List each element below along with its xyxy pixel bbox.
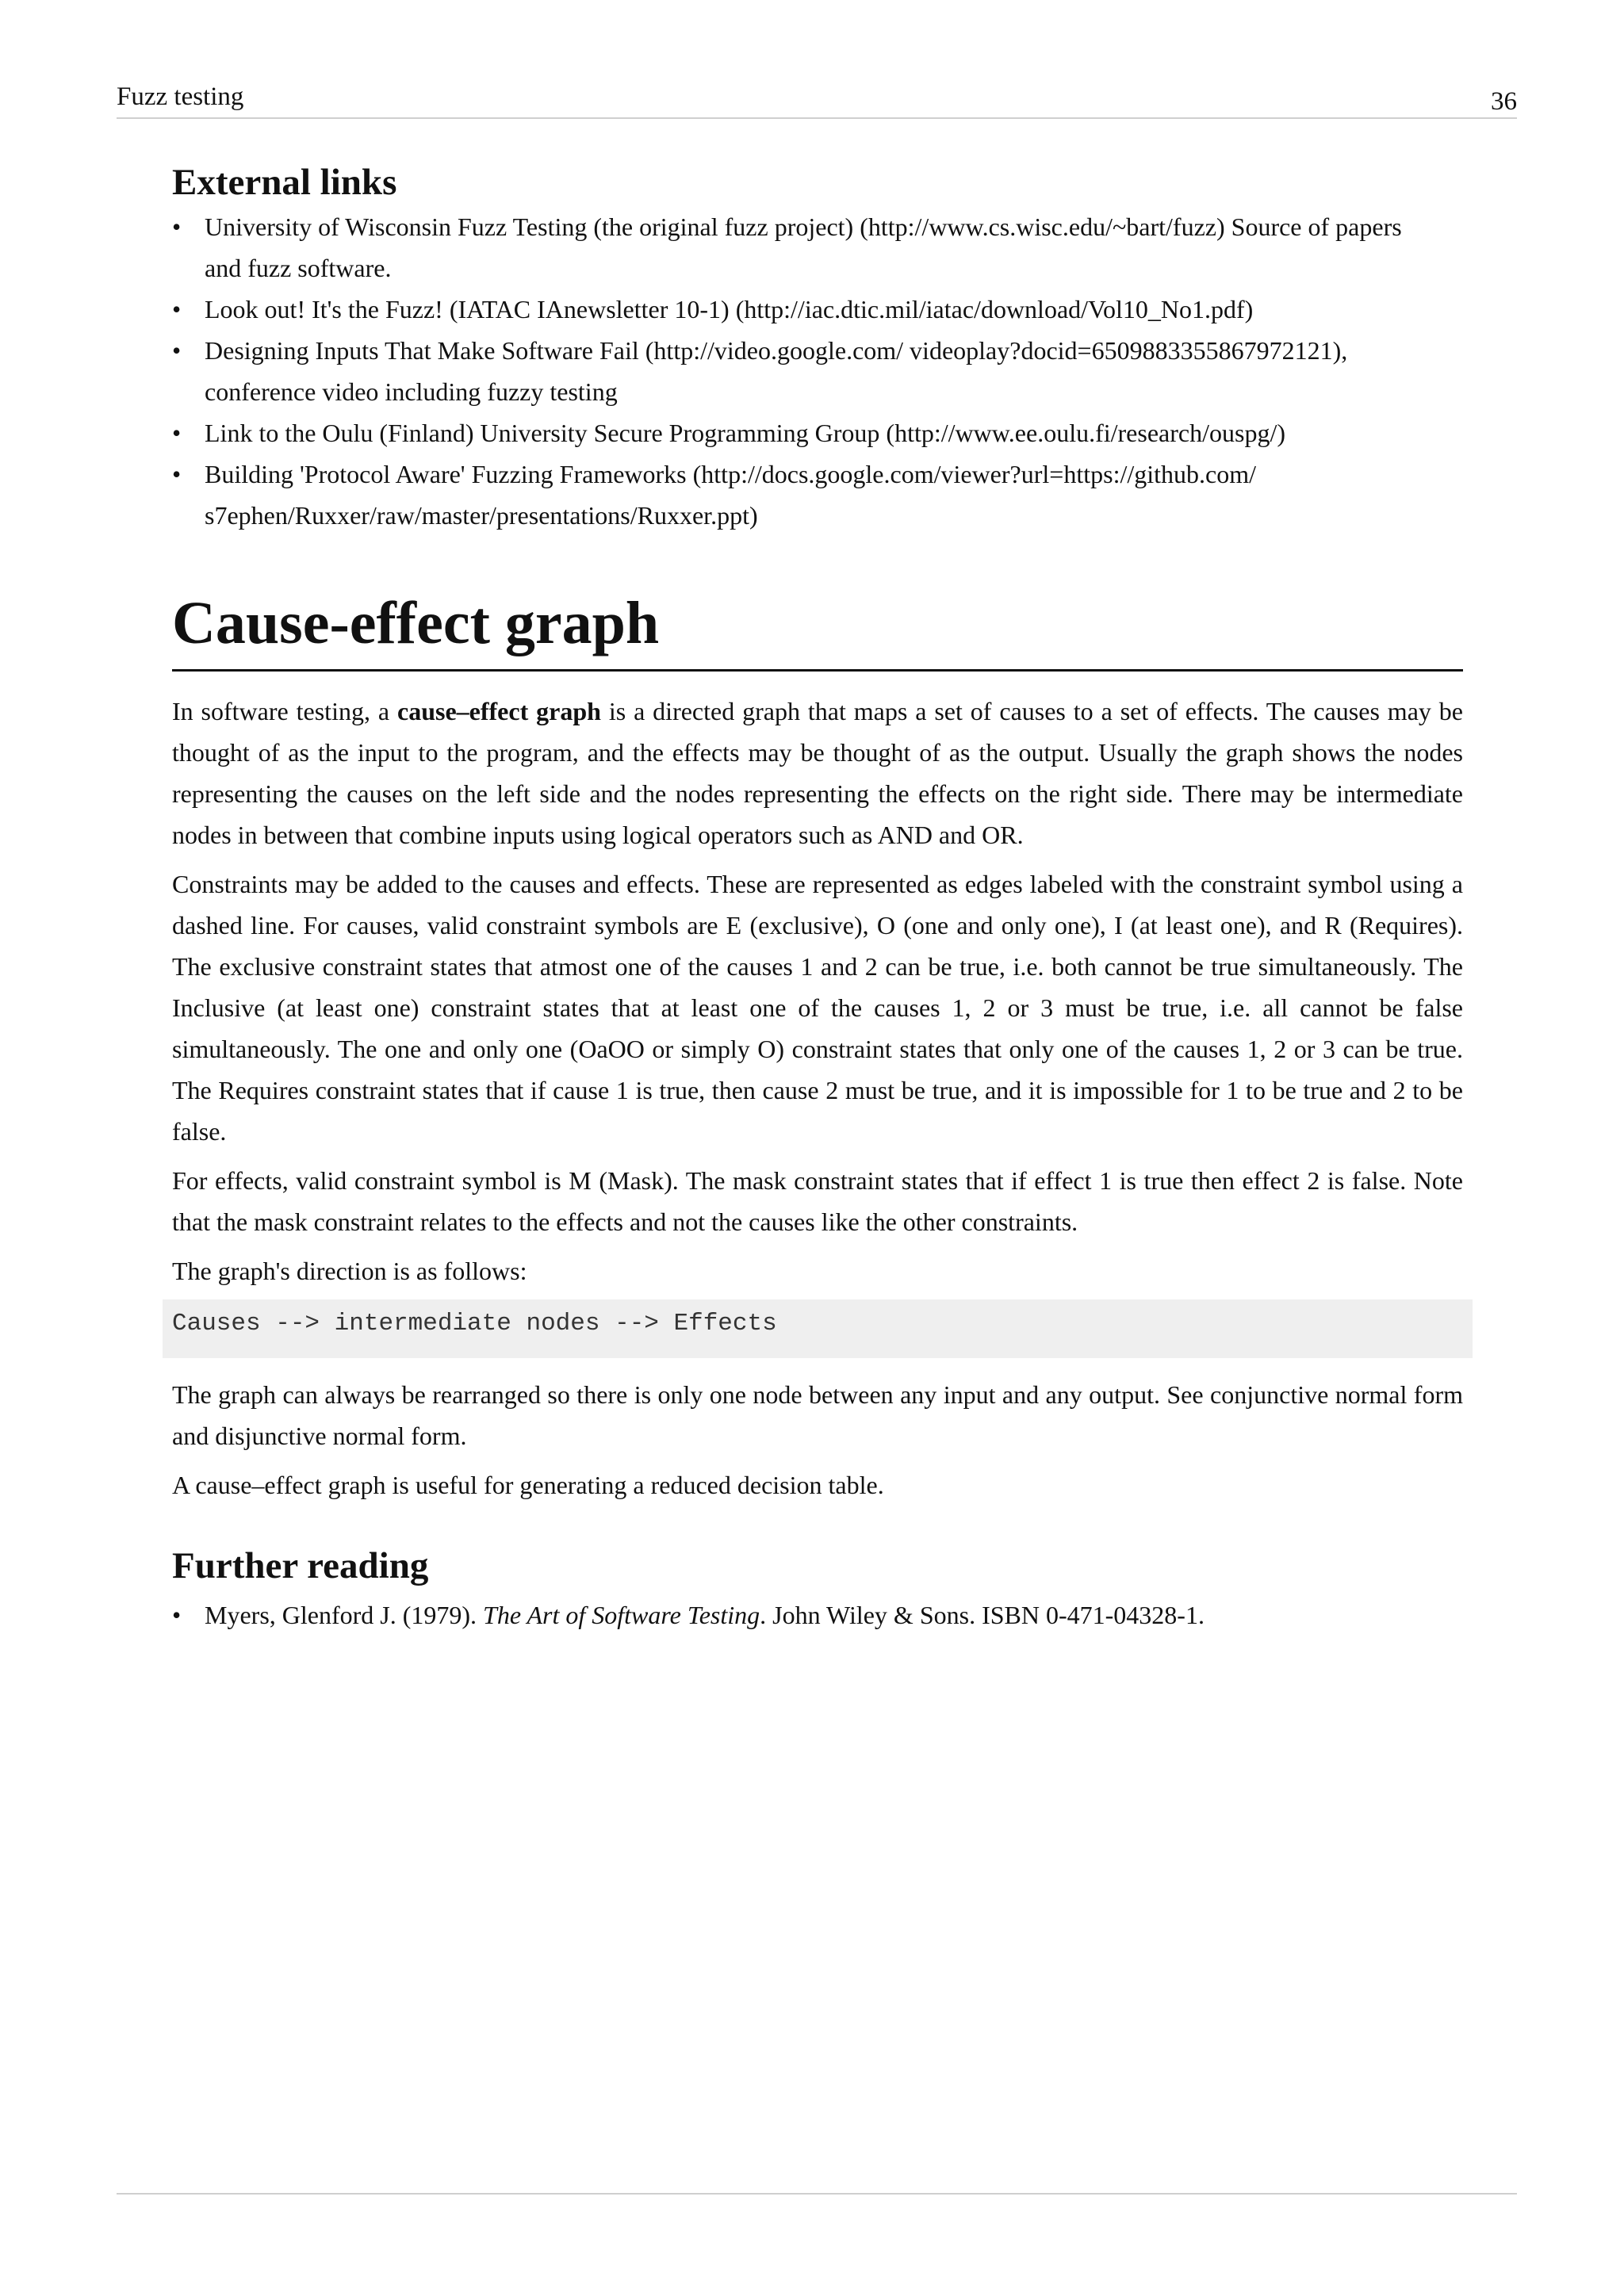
paragraph-rearrange: The graph can always be rearranged so there is only one node between any input and any output. See conjunctive normal form and disjunctive normal form. <box>172 1380 1463 1450</box>
paragraph-effects: For effects, valid constraint symbol is M (Mask). The mask constraint states that if effect 1 is true then effect 2 is false. Note that the mask constraint relates to the effects and not the causes like the other constraints. <box>172 1166 1463 1236</box>
citation-post: . John Wiley & Sons. ISBN 0-471-04328-1. <box>760 1601 1205 1629</box>
further-reading-heading: Further reading <box>172 1545 429 1586</box>
external-links-list <box>172 206 1417 536</box>
bullet-glyph: • <box>172 336 182 365</box>
bullet-glyph: • <box>172 460 182 488</box>
footer-rule <box>117 2193 1517 2195</box>
link-text: Building 'Protocol Aware' Fuzzing Frameworks (http://docs.google.com/viewer?url=https://github.com/ s7ephen/Ruxxer/raw/master/presentations/Ruxxer.ppt) <box>205 460 1256 530</box>
article-title: Cause-effect graph <box>172 587 1463 672</box>
intro-post: is a directed graph that maps a set of causes to a set of effects. The causes may be thought of as the input to the program, and the effects may be thought of as the output. Usually the graph shows the nodes representing the causes on the left side and the nodes representing the effects on the right side. There may be intermediate nodes in between that combine inputs using logical operators such as AND and OR. <box>172 697 1464 849</box>
list-item[interactable] <box>172 206 1417 289</box>
external-links-section <box>172 159 1463 536</box>
article-body <box>172 691 1463 1506</box>
link-text: Look out! It's the Fuzz! (IATAC IAnewsletter 10-1) (http://iac.dtic.mil/iatac/download/Vol10_No1.pdf) <box>205 295 1254 323</box>
citation-pre: Myers, Glenford J. (1979). <box>205 1601 484 1629</box>
bullet-glyph: • <box>172 212 182 241</box>
paragraph-direction: The graph's direction is as follows: <box>172 1257 527 1285</box>
link-text: University of Wisconsin Fuzz Testing (the original fuzz project) (http://www.cs.wisc.edu/~bart/fuzz) Source of papers and fuzz software. <box>205 212 1402 282</box>
further-reading-list <box>172 1594 1463 1636</box>
paragraph-intro <box>172 691 1463 855</box>
paragraph-constraints: Constraints may be added to the causes and effects. These are represented as edges labeled with the constraint symbol using a dashed line. For causes, valid constraint symbols are E (exclusive), O (one and only one), I (at least one), and R (Requires). The exclusive constraint states that atmost one of the causes 1 and 2 can be true, i.e. both cannot be true simultaneously. The Inclusive (at least one) constraint states that at least one of the causes 1, 2 or 3 must be true, i.e. all cannot be false simultaneously. The one and only one (OaOO or simply O) constraint states that only one of the causes 1, 2 or 3 can be true. The Requires constraint states that if cause 1 is true, then cause 2 must be true, and it is impossible for 1 to be true and 2 to be false. <box>172 870 1463 1146</box>
article-section <box>172 587 1463 1506</box>
list-item[interactable] <box>172 330 1417 412</box>
list-item <box>172 1594 1463 1636</box>
further-reading-section <box>172 1542 1463 1636</box>
page-content <box>172 159 1463 1636</box>
page-number: 36 <box>1491 87 1517 116</box>
link-text: Link to the Oulu (Finland) University Secure Programming Group (http://www.ee.oulu.fi/research/ouspg/) <box>205 419 1285 447</box>
book-title: The Art of Software Testing <box>483 1601 760 1629</box>
paragraph-decision-table: A cause–effect graph is useful for generating a reduced decision table. <box>172 1471 884 1499</box>
intro-pre: In software testing, a <box>172 697 397 725</box>
external-links-heading: External links <box>172 162 397 203</box>
list-item[interactable] <box>172 289 1417 330</box>
code-block: Causes --> intermediate nodes --> Effects <box>163 1299 1473 1358</box>
running-header <box>117 78 1517 119</box>
link-text: Designing Inputs That Make Software Fail (http://video.google.com/ videoplay?docid=6509883355867972121), conference video including fuzzy testing <box>205 336 1348 406</box>
bullet-glyph: • <box>172 1601 182 1629</box>
bullet-glyph: • <box>172 419 182 447</box>
running-header-title: Fuzz testing <box>117 82 244 111</box>
list-item[interactable] <box>172 412 1417 453</box>
list-item[interactable] <box>172 453 1417 536</box>
intro-bold-term: cause–effect graph <box>396 697 601 725</box>
bullet-glyph: • <box>172 295 182 323</box>
